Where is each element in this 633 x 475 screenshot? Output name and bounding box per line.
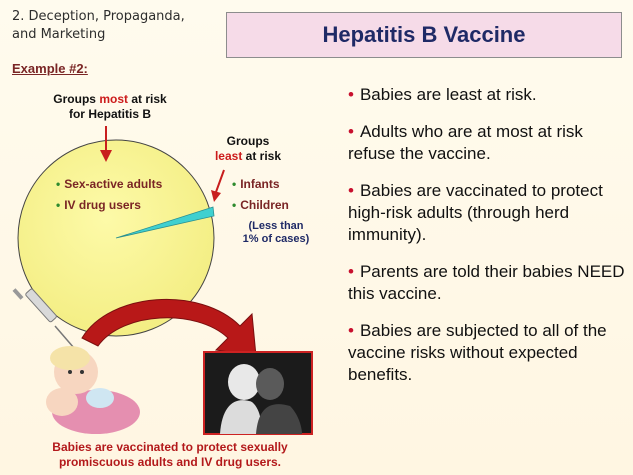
bullet-list <box>348 84 626 401</box>
bullet-item: • Babies are least at risk. <box>348 85 537 104</box>
less-than-note: (Less than 1% of cases) <box>242 220 310 245</box>
bullet-item: • Parents are told their babies NEED this vaccine. <box>348 262 625 303</box>
pie-label-sex-active: • Sex-active adults <box>56 177 163 191</box>
arrow-least-head <box>211 190 221 202</box>
photo-adults <box>204 352 312 434</box>
label-most-at-risk: Groups most at risk for Hepatitis B <box>53 92 167 121</box>
section-label: 2. Deception, Propaganda, and Marketing <box>12 9 185 42</box>
example-label: Example #2: <box>12 61 88 76</box>
baby-illustration <box>46 346 140 434</box>
pie-label-iv-drug: • IV drug users <box>56 198 141 212</box>
bullet-item: • Adults who are at most at risk refuse the vaccine. <box>348 122 583 163</box>
slide-title: Hepatitis B Vaccine <box>226 12 622 58</box>
pie-label-infants: • Infants <box>232 177 280 191</box>
caption: Babies are vaccinated to protect sexually promiscuous adults and IV drug users. <box>52 440 288 469</box>
bullet-item: • Babies are subjected to all of the vaccine risks without expected benefits. <box>348 321 607 384</box>
pie-label-children: • Children <box>232 198 289 212</box>
bullet-item: • Babies are vaccinated to protect high-risk adults (through herd immunity). <box>348 181 603 244</box>
label-least-at-risk: Groups least at risk <box>214 134 282 163</box>
arrow-least <box>216 170 224 192</box>
